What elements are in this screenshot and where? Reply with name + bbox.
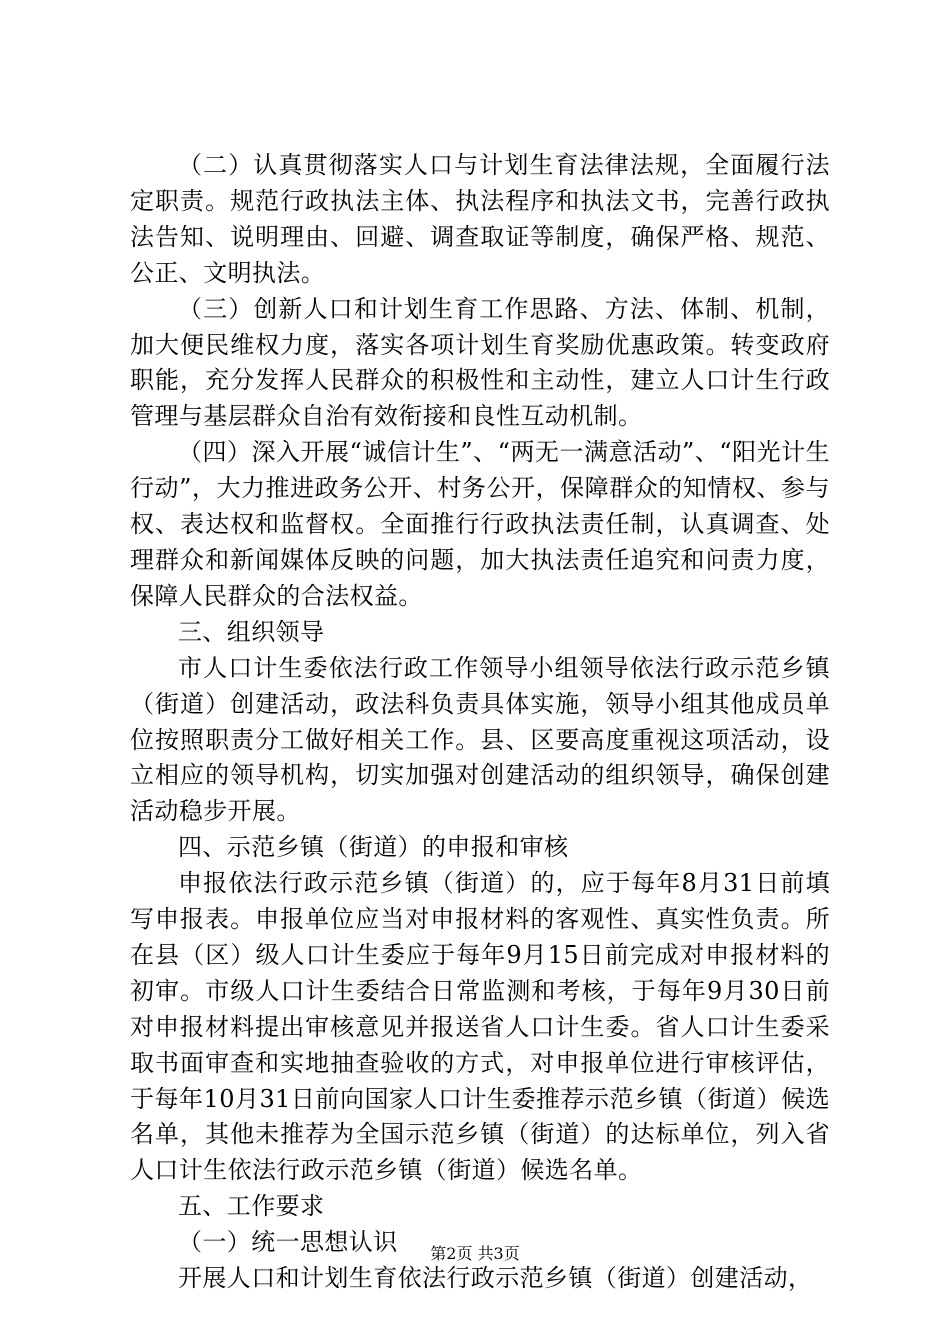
section-heading-requirements: 五、工作要求 bbox=[178, 1192, 325, 1221]
paragraph-application: 申报依法行政示范乡镇（街道）的，应于每年8月31日前填写申报表。申报单位应当对申报材料的客观性、真实性负责。所在县（区）级人口计生委应于每年9月15日前完成对申报材料的初审。市级人口计生委结合日常监测和考核，于每年9月30日前对申报材料提出审核意见并报送省人口计生委。省人口计生委采取书面审查和实地抽查验收的方式，对申报单位进行审核评估，于每年10月31日前向国家人口计生委推荐示范乡镇（街道）候选名单，其他未推荐为全国示范乡镇（街道）的达标单位，列入省人口计生依法行政示范乡镇（街道）候选名单。 bbox=[130, 869, 830, 1185]
document-body bbox=[130, 148, 830, 1297]
paragraph-requirements: 开展人口和计划生育依法行政示范乡镇（街道）创建活动， bbox=[178, 1264, 813, 1293]
section-heading-organization: 三、组织领导 bbox=[178, 617, 325, 646]
section-heading-application: 四、示范乡镇（街道）的申报和审核 bbox=[178, 833, 569, 862]
paragraph-item-3: （三）创新人口和计划生育工作思路、方法、体制、机制，加大便民维权力度，落实各项计划生育奖励优惠政策。转变政府职能，充分发挥人民群众的积极性和主动性，建立人口计生行政管理与基层群众自治有效衔接和良性互动机制。 bbox=[130, 294, 830, 431]
paragraph-organization: 市人口计生委依法行政工作领导小组领导依法行政示范乡镇（街道）创建活动，政法科负责具体实施，领导小组其他成员单位按照职责分工做好相关工作。县、区要高度重视这项活动，设立相应的领导机构，切实加强对创建活动的组织领导，确保创建活动稳步开展。 bbox=[130, 653, 830, 826]
page-number-footer: 第2页 共3页 bbox=[430, 1244, 520, 1263]
paragraph-item-4: （四）深入开展“诚信计生”、“两无一满意活动”、“阳光计生行动”，大力推进政务公开、村务公开，保障群众的知情权、参与权、表达权和监督权。全面推行行政执法责任制，认真调查、处理群众和新闻媒体反映的问题，加大执法责任追究和问责力度，保障人民群众的合法权益。 bbox=[130, 438, 830, 610]
paragraph-item-2: （二）认真贯彻落实人口与计划生育法律法规，全面履行法定职责。规范行政执法主体、执法程序和执法文书，完善行政执法告知、说明理由、回避、调查取证等制度，确保严格、规范、公正、文明执法。 bbox=[130, 151, 830, 287]
subheading-unify-thinking: （一）统一思想认识 bbox=[178, 1228, 398, 1257]
